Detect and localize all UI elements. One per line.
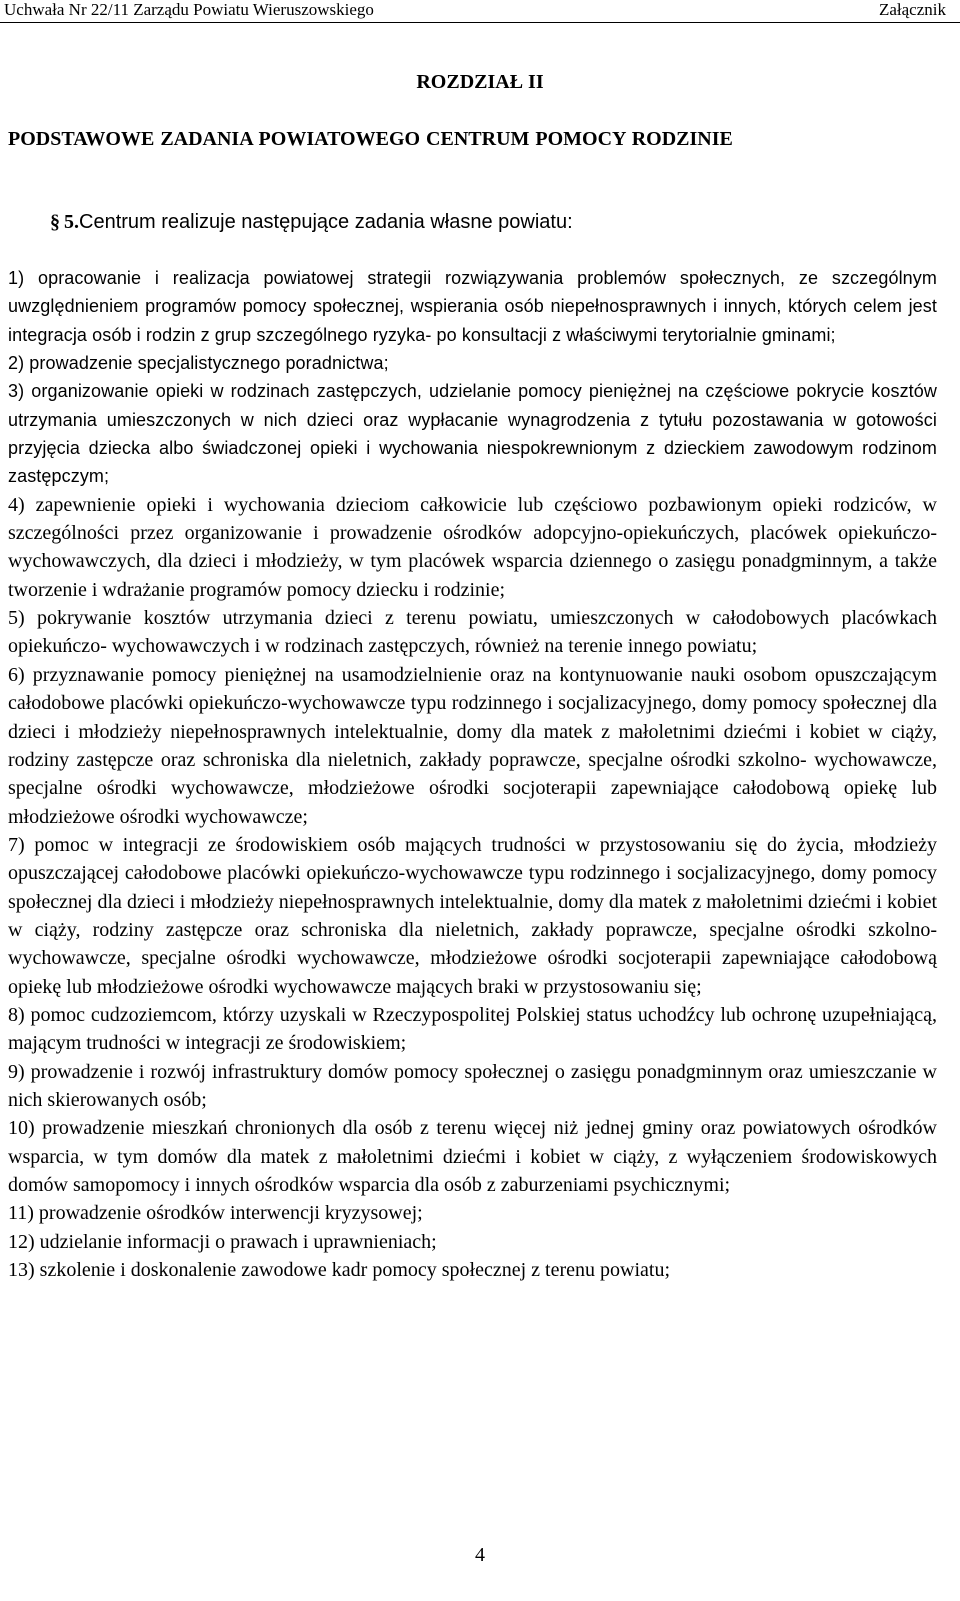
task-item-11: 11) prowadzenie ośrodków interwencji kryzysowej; [8, 1202, 423, 1225]
page-number: 4 [475, 1544, 485, 1566]
task-item-12: 12) udzielanie informacji o prawach i uprawnieniach; [8, 1230, 437, 1253]
header-resolution-title: Uchwała Nr 22/11 Zarządu Powiatu Wieruszowskiego [4, 0, 374, 19]
task-item-5: 5) pokrywanie kosztów utrzymania dzieci z terenu powiatu, umieszczonych w całodobowych placówkach opiekuńczo- wychowawczych i w rodzinach zastępczych, również na terenie innego powiatu; [8, 607, 937, 658]
task-item-3: 3) organizowanie opieki w rodzinach zastępczych, udzielanie pomocy pieniężnej na częściowe pokrycie kosztów utrzymania umieszczonych w nich dzieci oraz wypłacanie wynagrodzenia z tytułu pozostawania w gotowości przyjęcia dziecka albo świadczonej opieki i wychowania niespokrewnionym z dzieckiem zawodowym rodzinom zastępczym; [8, 381, 937, 487]
paragraph-intro [50, 211, 573, 234]
task-item-13: 13) szkolenie i doskonalenie zawodowe kadr pomocy społecznej z terenu powiatu; [8, 1259, 671, 1282]
header-attachment-label: Załącznik [878, 0, 946, 19]
task-item-10: 10) prowadzenie mieszkań chronionych dla osób z terenu więcej niż jednej gminy oraz powiatowych ośrodków wsparcia, w tym domów dla matek z małoletnimi dziećmi i kobiet w ciąży, z wyłączeniem środowiskowych domów samopomocy i innych ośrodków wsparcia dla osób z zaburzeniami psychicznymi; [8, 1117, 937, 1196]
task-item-2: 2) prowadzenie specjalistycznego poradnictwa; [8, 353, 389, 374]
paragraph-text: Centrum realizuje następujące zadania własne powiatu: [79, 211, 573, 233]
task-item-8: 8) pomoc cudzoziemcom, którzy uzyskali w Rzeczypospolitej Polskiej status uchodźcy lub ochronę uzupełniającą, mającym trudności w integracji ze środowiskiem; [8, 1003, 937, 1055]
page-header [0, 0, 960, 23]
task-item-6: 6) przyznawanie pomocy pieniężnej na usamodzielnienie oraz na kontynuowanie nauki osobom opuszczającym całodobowe placówki opiekuńczo-wychowawcze typu rodzinnego i socjalizacyjnego, domy pomocy społecznej dla dzieci i młodzieży niepełnosprawnych intelektualnie, domy dla matek z małoletnimi dziećmi i kobiet w ciąży, rodziny zastępcze oraz schroniska dla nieletnich, zakłady poprawcze, specjalne ośrodki szkolno- wychowawcze, specjalne ośrodki wychowawcze, młodzieżowe ośrodki socjoterapii zapewniające całodobową opiekę lub młodzieżowe ośrodki wychowawcze; [8, 663, 937, 828]
task-item-7: 7) pomoc w integracji ze środowiskiem osób mających trudności w przystosowaniu się do życia, młodzieży opuszczającej całodobowe placówki opiekuńczo-wychowawcze typu rodzinnego i socjalizacyjnego, domy pomocy społecznej dla dzieci i młodzieży niepełnosprawnych intelektualnie, domy dla matek z małoletnimi dziećmi i kobiet w ciąży, rodziny zastępcze oraz schroniska dla nieletnich, zakłady poprawcze, specjalne ośrodki szkolno- wychowawcze, specjalne ośrodki wychowawcze, młodzieżowe ośrodki socjoterapii zapewniające całodobową opiekę lub młodzieżowe ośrodki wychowawcze mających braki w przystosowaniu się; [8, 833, 937, 998]
paragraph-number: 5. [64, 211, 79, 233]
paragraph-sign: § [50, 211, 60, 233]
task-item-1: 1) opracowanie i realizacja powiatowej strategii rozwiązywania problemów społecznych, ze szczególnym uwzględnieniem programów pomocy społecznej, wspierania osób niepełnosprawnych i innych, których celem jest integracja osób i rodzin z grup szczególnego ryzyka- po konsultacji z właściwymi terytorialnie gminami; [8, 268, 937, 345]
task-item-4: 4) zapewnienie opieki i wychowania dzieciom całkowicie lub częściowo pozbawionym opieki rodziców, w szczególności przez organizowanie i prowadzenie ośrodków adopcyjno-opiekuńczych, placówek opiekuńczo- wychowawczych, dla dzieci i młodzieży, w tym placówek wsparcia dziennego o zasięgu ponadgminnym, a także tworzenie i wdrażanie programów pomocy dziecku i rodzinie; [8, 493, 937, 601]
chapter-heading: ROZDZIAŁ II [416, 71, 544, 93]
section-title: PODSTAWOWE ZADANIA POWIATOWEGO CENTRUM POMOCY RODZINIE [8, 128, 733, 150]
task-item-9: 9) prowadzenie i rozwój infrastruktury domów pomocy społecznej o zasięgu ponadgminnym oraz umieszczanie w nich skierowanych osób; [8, 1060, 937, 1111]
task-list [8, 264, 937, 1284]
